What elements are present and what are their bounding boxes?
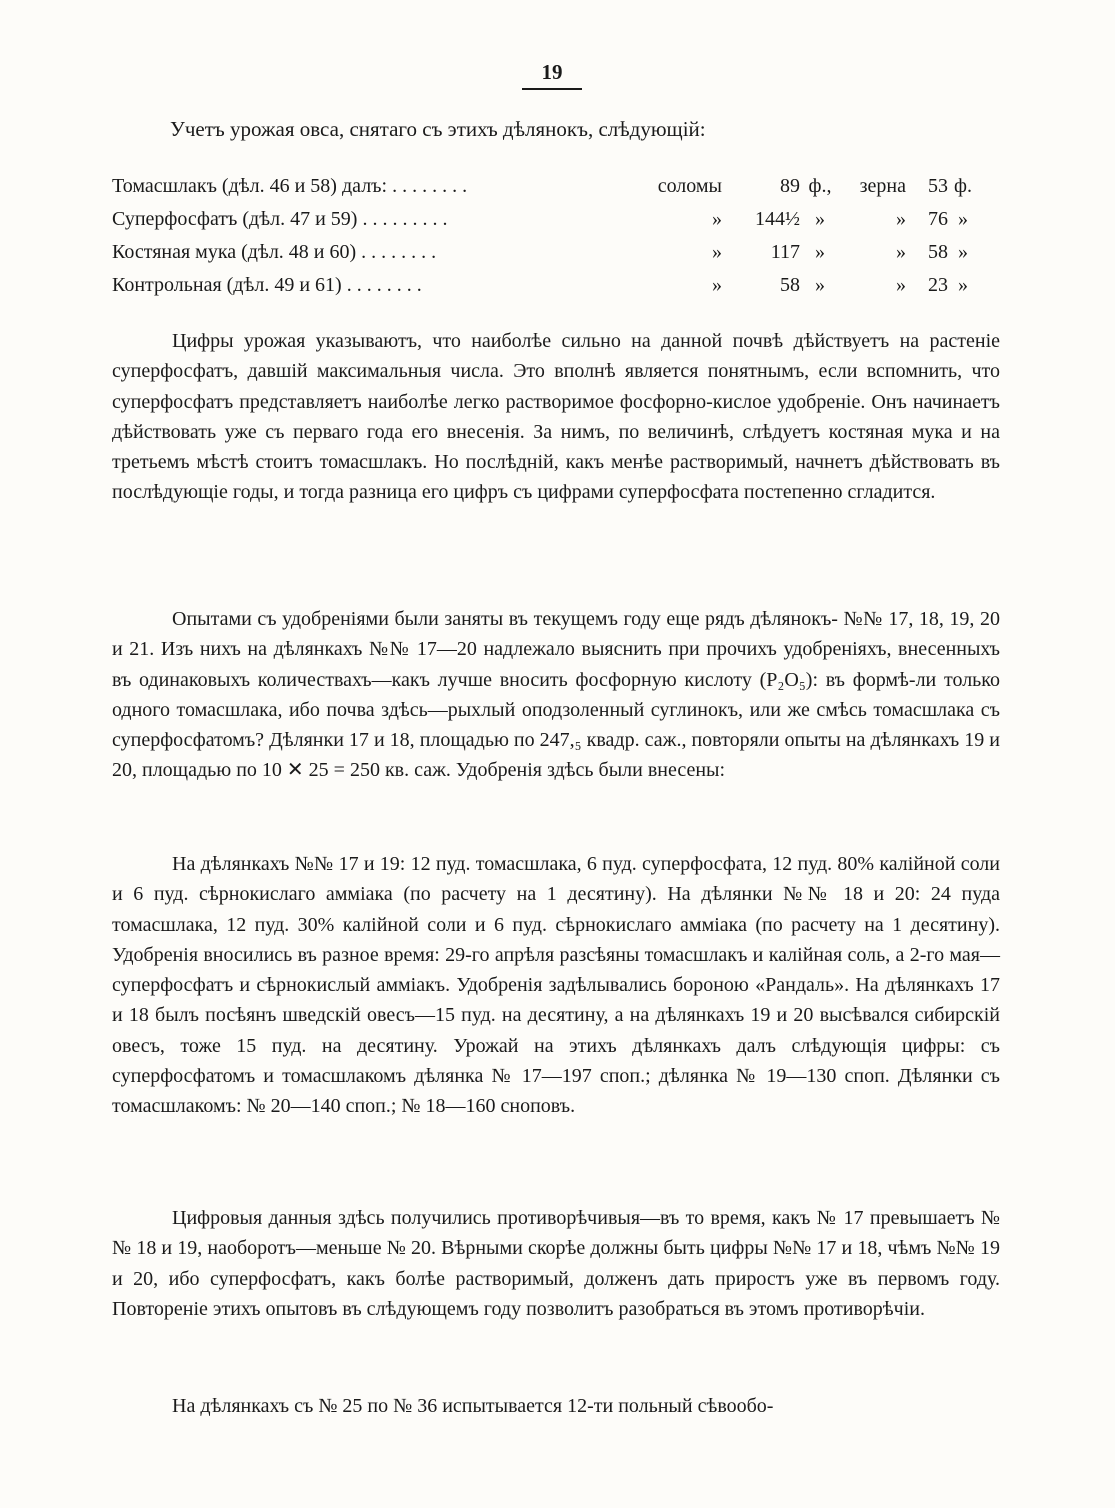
straw-value: 144½ — [755, 208, 800, 230]
straw-label: » — [712, 208, 722, 230]
grain-unit: ф. — [954, 175, 972, 197]
page-number: 19 — [541, 60, 563, 84]
straw-unit: ф., — [808, 175, 832, 197]
grain-label: » — [896, 241, 906, 263]
table-row — [112, 170, 978, 203]
straw-unit: » — [815, 274, 825, 296]
row-name: Томасшлакъ (дѣл. 46 и 58) далъ: . . . . . . . . — [112, 175, 468, 197]
straw-value: 117 — [770, 241, 800, 263]
grain-value: 58 — [928, 241, 948, 263]
grain-label: » — [896, 208, 906, 230]
grain-unit: » — [958, 274, 968, 296]
paragraph-5: На дѣлянкахъ съ № 25 по № 36 испытывается 12-ти польный сѣвообо- — [172, 1395, 774, 1417]
grain-label: зерна — [859, 175, 906, 197]
grain-value: 23 — [928, 274, 948, 296]
paragraph-4: Цифровыя данныя здѣсь получились противорѣчивыя—въ то время, какъ № 17 превышаетъ №№ 18 и 19, наоборотъ—меньше № 20. Вѣрными скорѣе должны быть цифры №№ 17 и 18, чѣмъ №№ 19 и 20, ибо суперфосфатъ, какъ болѣе растворимый, долженъ дать приростъ уже въ первомъ году. Повтореніе этихъ опытовъ въ слѣдующемъ году позволитъ разобраться въ этомъ противорѣчіи. — [112, 1207, 1000, 1320]
row-name: Костяная мука (дѣл. 48 и 60) . . . . . . . . — [112, 241, 437, 263]
paragraph-1: Цифры урожая указываютъ, что наиболѣе сильно на данной почвѣ дѣйствуетъ на растеніе суперфосфатъ, давшій максимальныя числа. Это вполнѣ является понятнымъ, если вспомнить, что суперфосфатъ представляетъ наиболѣе легко растворимое фосфорно-кислое удобреніе. Онъ начинаетъ дѣйствовать уже съ перваго года его внесенія. За нимъ, по величинѣ, слѣдуетъ костяная мука и на третьемъ мѣстѣ стоитъ томасшлакъ. Но послѣдній, какъ менѣе растворимый, начнетъ дѣйствовать въ послѣдующіе годы, и тогда разница его цифръ съ цифрами суперфосфата постепенно сгладится. — [112, 330, 1000, 504]
straw-unit: » — [815, 208, 825, 230]
straw-value: 58 — [780, 274, 800, 296]
row-name: Контрольная (дѣл. 49 и 61) . . . . . . . . — [112, 274, 422, 296]
table-row — [112, 269, 978, 302]
row-name: Суперфосфатъ (дѣл. 47 и 59) . . . . . . . . . — [112, 208, 448, 230]
paragraph-2: Опытами съ удобреніями были заняты въ текущемъ году еще рядъ дѣлянокъ- №№ 17, 18, 19, 20 и 21. Изъ нихъ на дѣлянкахъ №№ 17—20 надлежало выяснить при прочихъ удобреніяхъ, внесенныхъ въ одинаковыхъ количествахъ—какъ лучше вносить фосфорную кислоту (P₂O₅): въ формѣ-ли только одного томасшлака, ибо почва здѣсь—рыхлый оподзоленный суглинокъ, или же смѣсь томасшлака съ суперфосфатомъ? Дѣлянки 17 и 18, площадью по 247,₅ квадр. саж., повторяли опыты на дѣлянкахъ 19 и 20, площадью по 10 ✕ 25 = 250 кв. саж. Удобренія здѣсь были внесены: — [112, 608, 1000, 782]
straw-label: соломы — [657, 175, 722, 197]
straw-label: » — [712, 241, 722, 263]
section-heading: Учетъ урожая овса, снятаго съ этихъ дѣлянокъ, слѣдующій: — [170, 117, 706, 141]
paragraph-3: На дѣлянкахъ №№ 17 и 19: 12 пуд. томасшлака, 6 пуд. суперфосфата, 12 пуд. 80% калійной соли и 6 пуд. сѣрнокислаго амміака (по расчету на 1 десятину). На дѣлянки №№ 18 и 20: 24 пуда томасшлака, 12 пуд. 30% калійной соли и 6 пуд. сѣрнокислаго амміака (по расчету на 1 десятину). Удобренія вносились въ разное время: 29-го апрѣля разсѣяны томасшлакъ и калійная соль, а 2-го мая—суперфосфатъ и сѣрнокислый амміакъ. Удобренія задѣлывались бороною «Рандаль». На дѣлянкахъ 17 и 18 былъ посѣянъ шведскій овесъ—15 пуд. на десятину, а на дѣлянкахъ 19 и 20 высѣвался сибирскій овесъ, тоже 15 пуд. на десятину. Урожай на этихъ дѣлянкахъ далъ слѣдующія цифры: съ суперфосфатомъ и томасшлакомъ дѣлянка № 17—197 споп.; дѣлянка № 19—130 споп. Дѣлянки съ томасшлакомъ: № 20—140 споп.; № 18—160 сноповъ. — [112, 853, 1000, 1118]
table-row — [112, 236, 978, 269]
grain-value: 53 — [928, 175, 948, 197]
straw-unit: » — [815, 241, 825, 263]
grain-unit: » — [958, 241, 968, 263]
straw-value: 89 — [780, 175, 800, 197]
table-row — [112, 203, 978, 236]
yield-table — [112, 170, 978, 302]
straw-label: » — [712, 274, 722, 296]
grain-value: 76 — [928, 208, 948, 230]
page-number-rule — [522, 88, 582, 90]
grain-label: » — [896, 274, 906, 296]
grain-unit: » — [958, 208, 968, 230]
